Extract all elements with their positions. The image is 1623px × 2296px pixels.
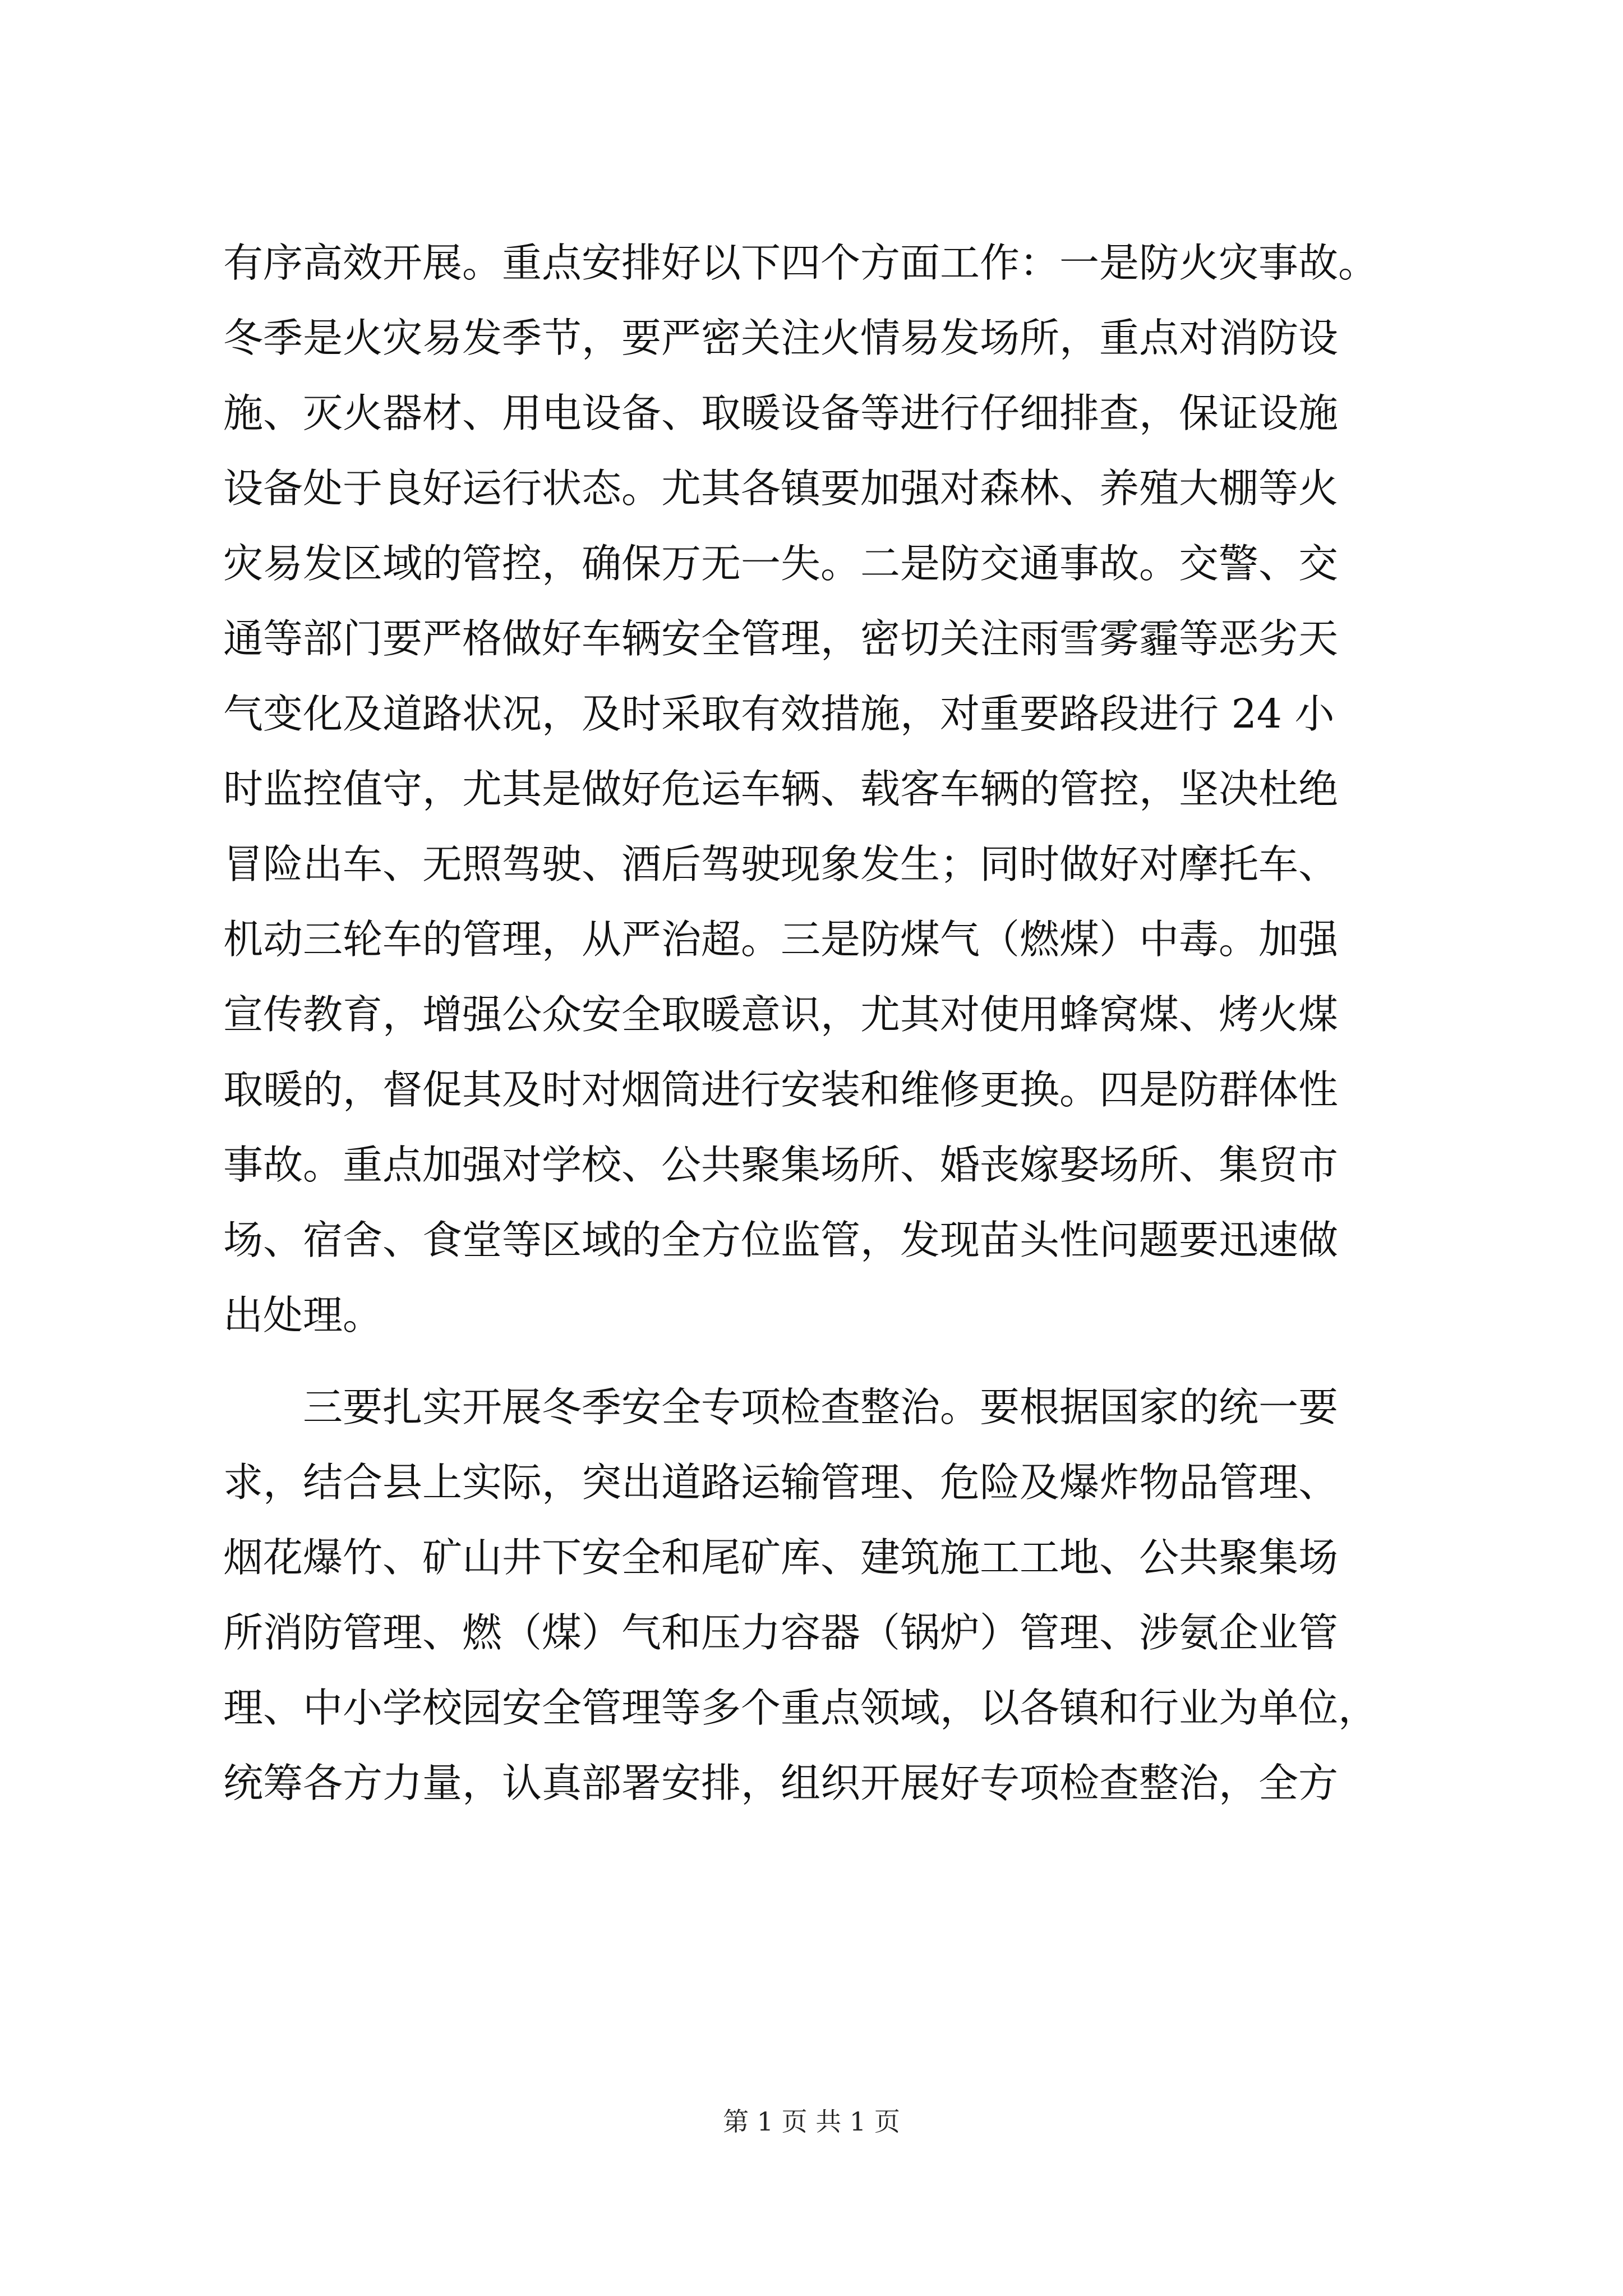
text-line: 理、中小学校园安全管理等多个重点领域，以各镇和行业为单位， xyxy=(223,1685,1378,1731)
text-line: 求，结合县上实际，突出道路运输管理、危险及爆炸物品管理、 xyxy=(223,1459,1339,1506)
text-line: 有序高效开展。重点安排好以下四个方面工作：一是防火灾事故。 xyxy=(223,240,1378,286)
page-footer xyxy=(0,2105,1623,2138)
text-line: 所消防管理、燃（煤）气和压力容器（锅炉）管理、涉氨企业管 xyxy=(223,1609,1339,1656)
paragraph-1 xyxy=(223,226,1435,1353)
text-line: 出处理。 xyxy=(223,1292,383,1338)
document-body xyxy=(223,226,1435,1821)
text-line: 烟花爆竹、矿山井下安全和尾矿库、建筑施工工地、公共聚集场 xyxy=(223,1534,1339,1581)
text-line: 通等部门要严格做好车辆安全管理，密切关注雨雪雾霾等恶劣天 xyxy=(223,615,1339,662)
text-line: 机动三轮车的管理，从严治超。三是防煤气（燃煤）中毒。加强 xyxy=(223,916,1339,963)
text-line: 三要扎实开展冬季安全专项检查整治。要根据国家的统一要 xyxy=(223,1384,1339,1430)
text-line: 设备处于良好运行状态。尤其各镇要加强对森林、养殖大棚等火 xyxy=(223,465,1339,512)
text-line: 场、宿舍、食堂等区域的全方位监管，发现苗头性问题要迅速做 xyxy=(223,1217,1339,1263)
text-line: 事故。重点加强对学校、公共聚集场所、婚丧嫁娶场所、集贸市 xyxy=(223,1142,1339,1188)
text-line: 宣传教育，增强公众安全取暖意识，尤其对使用蜂窝煤、烤火煤 xyxy=(223,991,1339,1038)
text-line: 统筹各方力量，认真部署安排，组织开展好专项检查整治，全方 xyxy=(223,1760,1339,1806)
text-line: 冒险出车、无照驾驶、酒后驾驶现象发生；同时做好对摩托车、 xyxy=(223,841,1339,887)
page-number-label: 第 1 页 共 1 页 xyxy=(723,2106,900,2137)
text-line: 冬季是火灾易发季节，要严密关注火情易发场所，重点对消防设 xyxy=(223,315,1339,361)
text-line: 时监控值守，尤其是做好危运车辆、载客车辆的管控，坚决杜绝 xyxy=(223,766,1339,812)
text-line: 气变化及道路状况，及时采取有效措施，对重要路段进行 24 小 xyxy=(223,691,1335,737)
text-line: 灾易发区域的管控，确保万无一失。二是防交通事故。交警、交 xyxy=(223,540,1339,587)
text-line: 施、灭火器材、用电设备、取暖设备等进行仔细排查，保证设施 xyxy=(223,390,1339,436)
paragraph-2 xyxy=(223,1370,1435,1821)
text-line: 取暖的，督促其及时对烟筒进行安装和维修更换。四是防群体性 xyxy=(223,1066,1339,1113)
